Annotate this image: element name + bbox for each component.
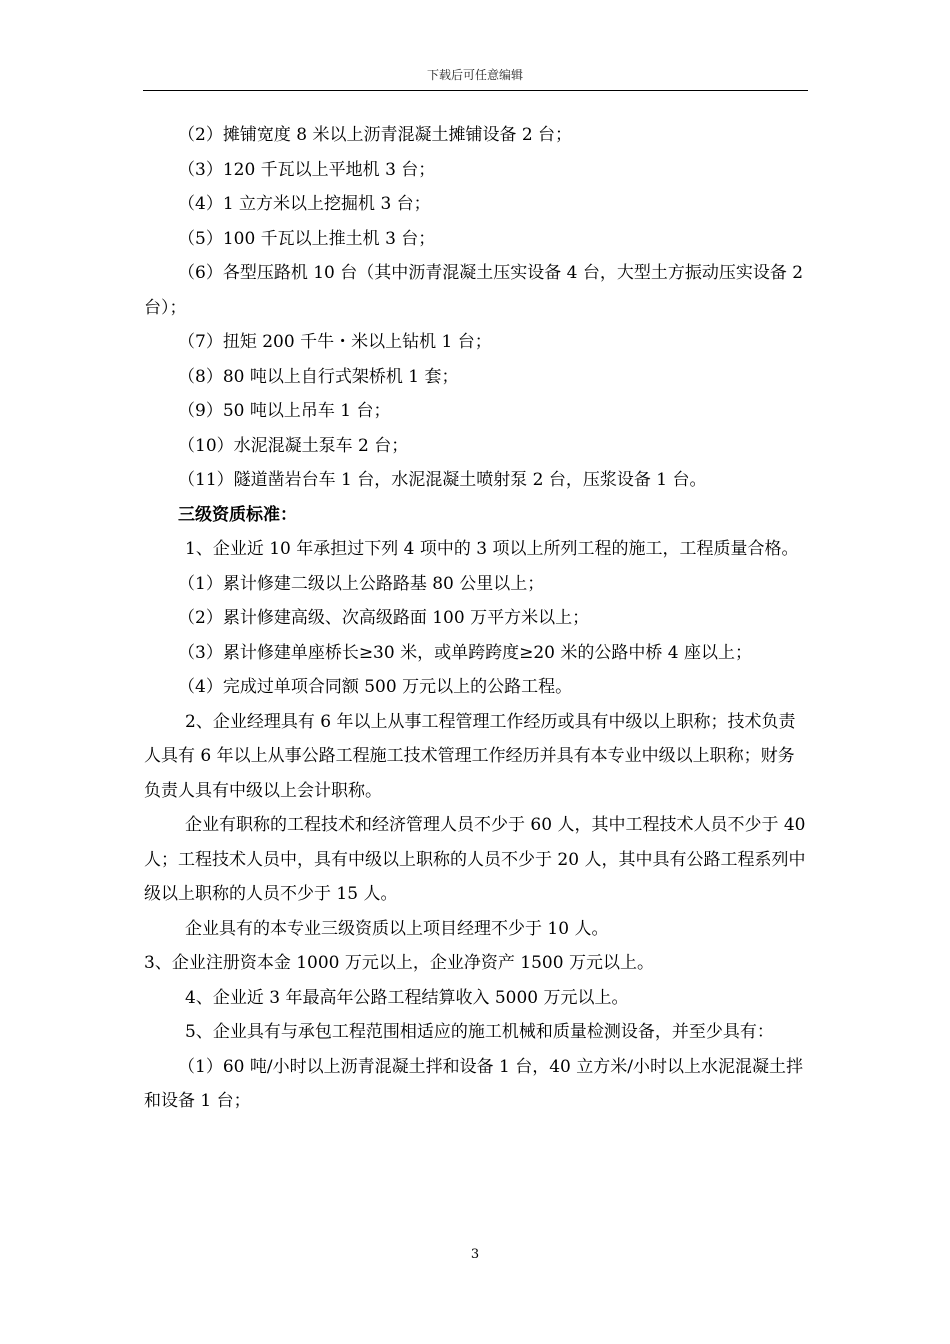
body-paragraph: （7）扭矩 200 千牛・米以上钻机 1 台； [178,332,492,352]
body-paragraph: （2）累计修建高级、次高级路面 100 万平方米以上； [178,608,590,628]
body-paragraph: 2、企业经理具有 6 年以上从事工程管理工作经历或具有中级以上职称；技术负责人具有 6 年以上从事公路工程施工技术管理工作经历并具有本专业中级以上职称；财务负责人具有中级以上会计职称。 [144,711,796,801]
body-paragraph: （1）累计修建二级以上公路路基 80 公里以上； [178,573,545,594]
body-paragraph: （9）50 吨以上吊车 1 台； [178,401,391,421]
body-paragraph: （3）120 千瓦以上平地机 3 台； [178,159,436,180]
body-paragraph: （11）隧道凿岩台车 1 台，水泥混凝土喷射泵 2 台，压浆设备 1 台。 [178,470,707,490]
header-divider [143,90,808,91]
body-paragraph: 5、企业具有与承包工程范围相适应的施工机械和质量检测设备，并至少具有： [185,1022,774,1042]
body-paragraph: 3、企业注册资本金 1000 万元以上，企业净资产 1500 万元以上。 [144,953,654,973]
body-paragraph: 企业有职称的工程技术和经济管理人员不少于 60 人，其中工程技术人员不少于 40 人；工程技术人员中，具有中级以上职称的人员不少于 20 人，其中具有公路工程系列中级以上职称的人员不少于 15 人。 [144,815,806,904]
body-paragraph: 4、企业近 3 年最高年公路工程结算收入 5000 万元以上。 [185,987,629,1008]
header-note: 下载后可任意编辑 [426,68,523,82]
body-paragraph: 1、企业近 10 年承担过下列 4 项中的 3 项以上所列工程的施工，工程质量合格。 [185,539,799,559]
body-paragraph: （10）水泥混凝土泵车 2 台； [178,435,409,456]
body-paragraph: （3）累计修建单座桥长≥30 米，或单跨跨度≥20 米的公路中桥 4 座以上； [178,642,752,663]
body-paragraph: （5）100 千瓦以上推土机 3 台； [178,228,436,249]
body-paragraph: 企业具有的本专业三级资质以上项目经理不少于 10 人。 [185,918,609,939]
page-number: 3 [470,1247,480,1262]
body-paragraph: （1）60 吨/小时以上沥青混凝土拌和设备 1 台，40 立方米/小时以上水泥混凝土拌和设备 1 台； [144,1056,803,1111]
section-heading: 三级资质标准： [178,504,297,525]
body-paragraph: （4）完成过单项合同额 500 万元以上的公路工程。 [178,677,573,697]
document-body [144,118,808,1119]
body-paragraph: （2）摊铺宽度 8 米以上沥青混凝土摊铺设备 2 台； [178,125,573,145]
body-paragraph: （8）80 吨以上自行式架桥机 1 套； [178,366,459,387]
body-paragraph: （6）各型压路机 10 台（其中沥青混凝土压实设备 4 台，大型土方振动压实设备 2 台）； [144,263,804,318]
body-paragraph: （4）1 立方米以上挖掘机 3 台； [178,194,431,214]
